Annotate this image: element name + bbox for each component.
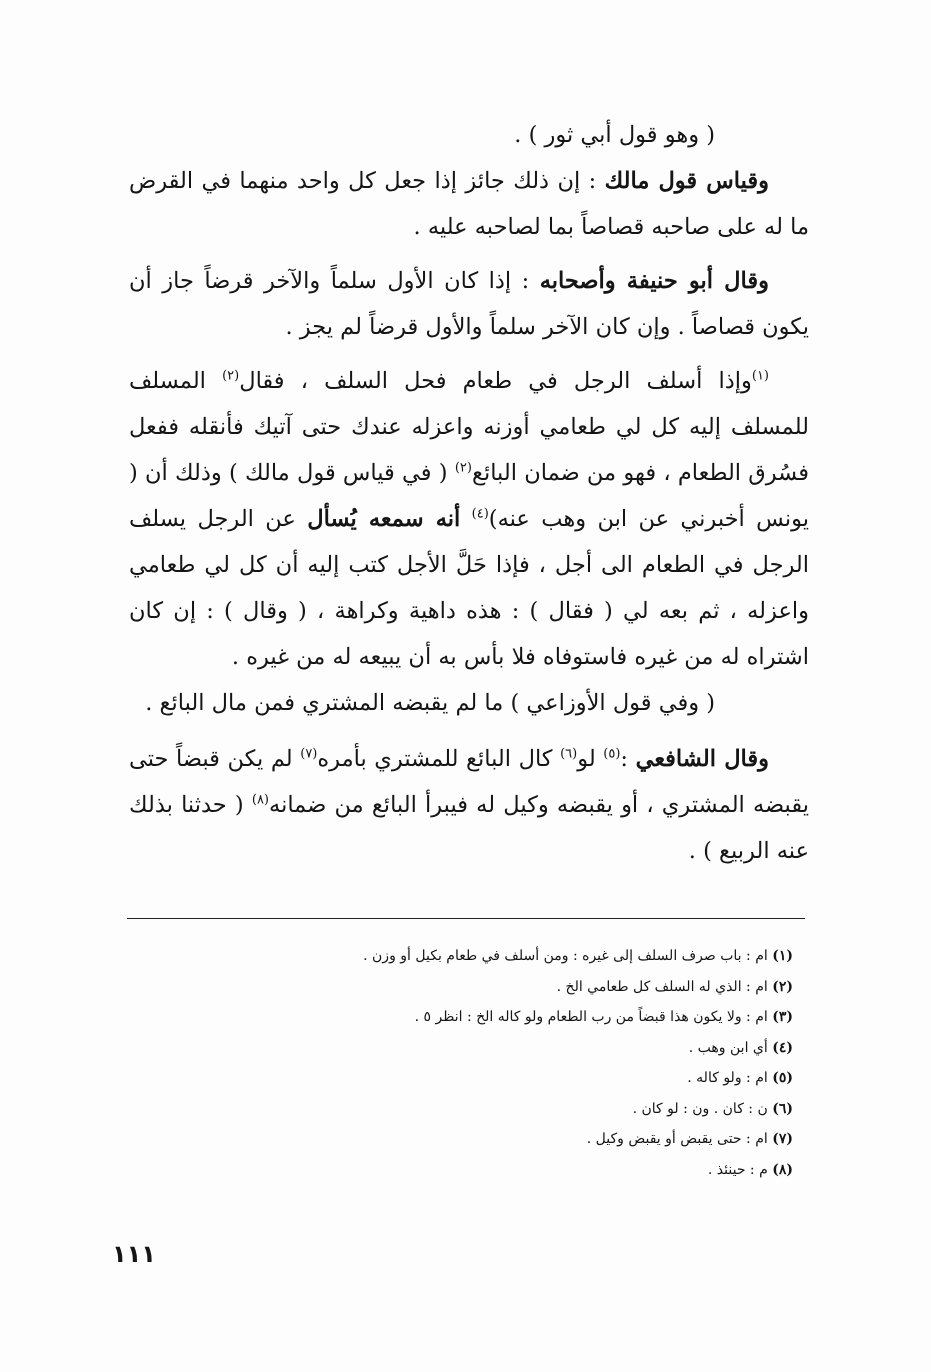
footnote-ref-1: (١) xyxy=(751,368,769,384)
footnote-text: ام : حتى يقبض أو يقبض وكيل . xyxy=(586,1131,768,1147)
salaf-text-3: ( في قياس قول مالك ) وذلك أن ( يونس أخبرني عن ابن وهب عنه) xyxy=(129,460,809,532)
footnote-number: (١) xyxy=(772,948,793,964)
footnote-text: ام : الذي له السلف كل طعامي الخ . xyxy=(556,978,768,995)
footnote-2 xyxy=(173,972,793,1003)
shafii-paragraph xyxy=(129,736,809,874)
footnote-ref-7: (٧) xyxy=(300,746,318,762)
salaf-bold-phrase: أنه سمعه يُسأل xyxy=(307,506,461,532)
footnote-6 xyxy=(173,1094,793,1125)
main-text xyxy=(129,112,809,874)
footnote-4 xyxy=(173,1033,793,1064)
salaf-paragraph xyxy=(129,358,809,680)
salaf-text-1: وإذا أسلف الرجل في طعام فحل السلف ، فقال xyxy=(239,368,752,394)
abu-hanifa-text: : إذا كان الأول سلماً والآخر قرضاً جاز أن يكون قصاصاً . وإن كان الآخر سلماً والأول قرضاً لم يجز . xyxy=(129,268,809,340)
footnote-text: ام : ولا يكون هذا قبضاً من رب الطعام ولو كاله الخ : انظر ٥ . xyxy=(414,1009,768,1025)
page-number: ١١١ xyxy=(112,1240,156,1268)
footnote-1 xyxy=(173,941,793,972)
shafii-text-3: لم يكن قبضاً حتى يقبضه المشتري ، أو يقبضه وكيل له فيبرأ البائع من ضمانه xyxy=(129,746,809,818)
shafii-heading: وقال الشافعي xyxy=(635,746,770,772)
malik-analogy-paragraph xyxy=(129,158,809,250)
footnote-ref-6: (٦) xyxy=(560,746,578,762)
footnote-number: (٢) xyxy=(772,978,793,995)
abu-hanifa-heading: وقال أبو حنيفة وأصحابه xyxy=(539,268,769,294)
malik-analogy-text: : إن ذلك جائز إذا جعل كل واحد منهما في القرض ما له على صاحبه قصاصاً بما لصاحبه عليه . xyxy=(129,168,809,240)
footnote-text: م : حينئذ . xyxy=(707,1161,768,1178)
footnote-5 xyxy=(173,1063,793,1094)
footnote-ref-5: (٥) xyxy=(603,746,621,762)
shafii-text-1: لو xyxy=(577,746,596,772)
footnote-text: ام : ولو كاله . xyxy=(687,1070,768,1086)
footnote-number: (٤) xyxy=(772,1039,793,1056)
shafii-text-2: كال البائع للمشتري بأمره xyxy=(317,746,553,772)
malik-heading: وقياس قول مالك xyxy=(604,168,769,194)
footnote-number: (٥) xyxy=(772,1070,793,1086)
abu-thawr-statement: ( وهو قول أبي ثور ) . xyxy=(514,122,715,148)
footnote-text: ن : كان . ون : لو كان . xyxy=(632,1100,768,1117)
shafii-text-4: ( حدثنا بذلك عنه الربيع ) . xyxy=(129,792,809,864)
footnote-number: (٨) xyxy=(772,1161,793,1178)
footnote-divider xyxy=(127,918,805,919)
salaf-text-2: المسلف للمسلف إليه كل لي طعامي أوزنه واعزله عندك حتى آتيك فأنقله ففعل فسُرق الطعام ، فهو من ضمان البائع xyxy=(129,368,809,486)
footnote-ref-2: (٢) xyxy=(222,368,240,384)
awzai-statement: ( وفي قول الأوزاعي ) ما لم يقبضه المشتري فمن مال البائع . xyxy=(145,690,715,716)
footnotes xyxy=(173,941,793,1185)
footnote-text: أي ابن وهب . xyxy=(688,1039,768,1056)
footnote-3 xyxy=(173,1002,793,1033)
footnote-number: (٣) xyxy=(772,1009,793,1025)
footnote-number: (٧) xyxy=(772,1131,793,1147)
footnote-ref-3: (٢) xyxy=(454,460,472,476)
footnote-8 xyxy=(173,1155,793,1186)
footnote-number: (٦) xyxy=(772,1100,793,1117)
salaf-text-4: عن الرجل يسلف الرجل في الطعام الى أجل ، فإذا حَلَّ الأجل كتب إليه أن كل لي طعامي واعزله ، ثم بعه لي ( فقال ) : هذه داهية وكراهة ، ( وقال ) : إن كان اشتراه له من غيره فاستوفاه فلا بأس به أن يبيعه له من غيره . xyxy=(129,506,809,670)
footnote-ref-8: (٨) xyxy=(251,792,269,808)
footnote-7 xyxy=(173,1124,793,1155)
abu-hanifa-paragraph xyxy=(129,258,809,350)
shafii-colon: : xyxy=(620,746,628,772)
footnote-text: ام : باب صرف السلف إلى غيره : ومن أسلف في طعام بكيل أو وزن . xyxy=(363,948,768,964)
footnote-ref-4: (٤) xyxy=(471,506,489,522)
